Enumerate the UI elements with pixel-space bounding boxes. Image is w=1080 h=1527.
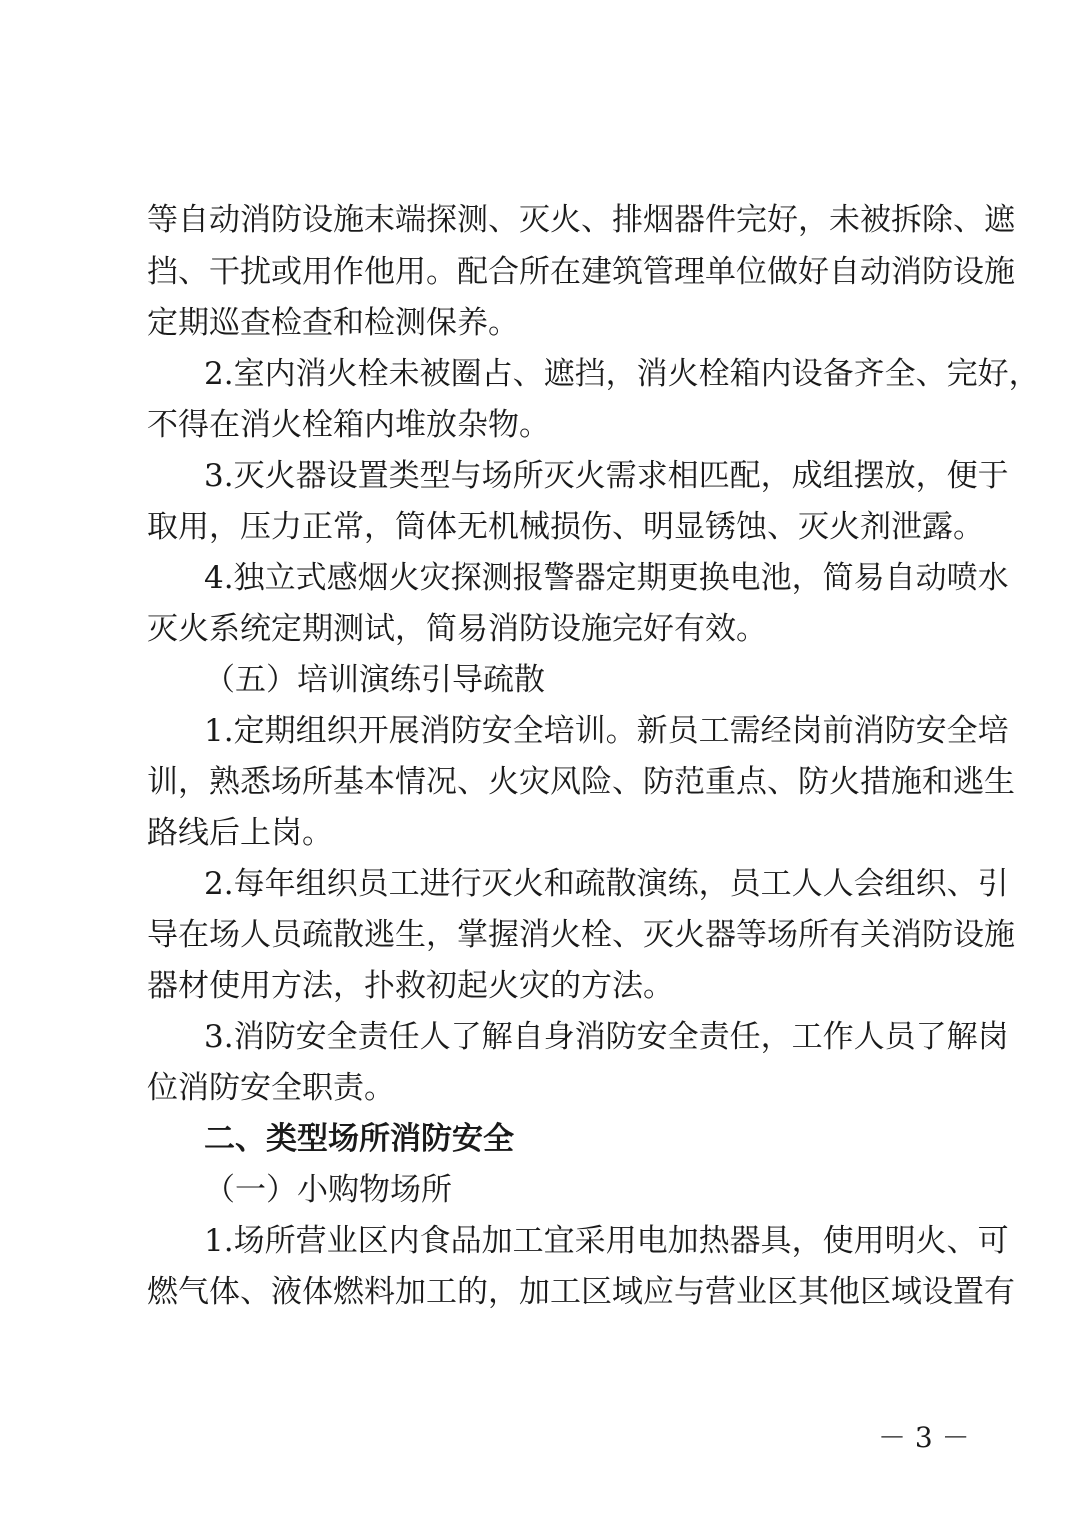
text-line: 2.室内消火栓未被圈占、遮挡，消火栓箱内设备齐全、完好， bbox=[204, 356, 1040, 392]
section-heading: （一）小购物场所 bbox=[204, 1172, 452, 1208]
text-line: 3.消防安全责任人了解自身消防安全责任，工作人员了解岗 bbox=[204, 1019, 1009, 1055]
text-line: 器材使用方法，扑救初起火灾的方法。 bbox=[147, 968, 674, 1004]
text-line: 2.每年组织员工进行灭火和疏散演练，员工人人会组织、引 bbox=[204, 866, 1009, 902]
text-line: 取用，压力正常，筒体无机械损伤、明显锈蚀、灭火剂泄露。 bbox=[147, 509, 984, 545]
chapter-heading: 二、类型场所消防安全 bbox=[204, 1121, 514, 1157]
text-line: 定期巡查检查和检测保养。 bbox=[147, 305, 519, 341]
text-line: 燃气体、液体燃料加工的，加工区域应与营业区其他区域设置有 bbox=[147, 1274, 1015, 1310]
text-line: 位消防安全职责。 bbox=[147, 1070, 395, 1106]
text-line: 挡、干扰或用作他用。配合所在建筑管理单位做好自动消防设施 bbox=[147, 254, 1015, 290]
text-line: 等自动消防设施末端探测、灭火、排烟器件完好，未被拆除、遮 bbox=[147, 202, 1015, 238]
text-line: 路线后上岗。 bbox=[147, 815, 333, 851]
text-line: 训，熟悉场所基本情况、火灾风险、防范重点、防火措施和逃生 bbox=[147, 764, 1015, 800]
page-number: － 3 － bbox=[878, 1421, 970, 1454]
text-line: 1.场所营业区内食品加工宜采用电加热器具，使用明火、可 bbox=[204, 1223, 1009, 1259]
section-heading: （五）培训演练引导疏散 bbox=[204, 662, 545, 698]
text-line: 4.独立式感烟火灾探测报警器定期更换电池，简易自动喷水 bbox=[204, 560, 1009, 596]
text-line: 导在场人员疏散逃生，掌握消火栓、灭火器等场所有关消防设施 bbox=[147, 917, 1015, 953]
text-line: 灭火系统定期测试，简易消防设施完好有效。 bbox=[147, 611, 767, 647]
text-line: 不得在消火栓箱内堆放杂物。 bbox=[147, 407, 550, 443]
text-line: 3.灭火器设置类型与场所灭火需求相匹配，成组摆放，便于 bbox=[204, 458, 1009, 494]
text-line: 1.定期组织开展消防安全培训。新员工需经岗前消防安全培 bbox=[204, 713, 1009, 749]
